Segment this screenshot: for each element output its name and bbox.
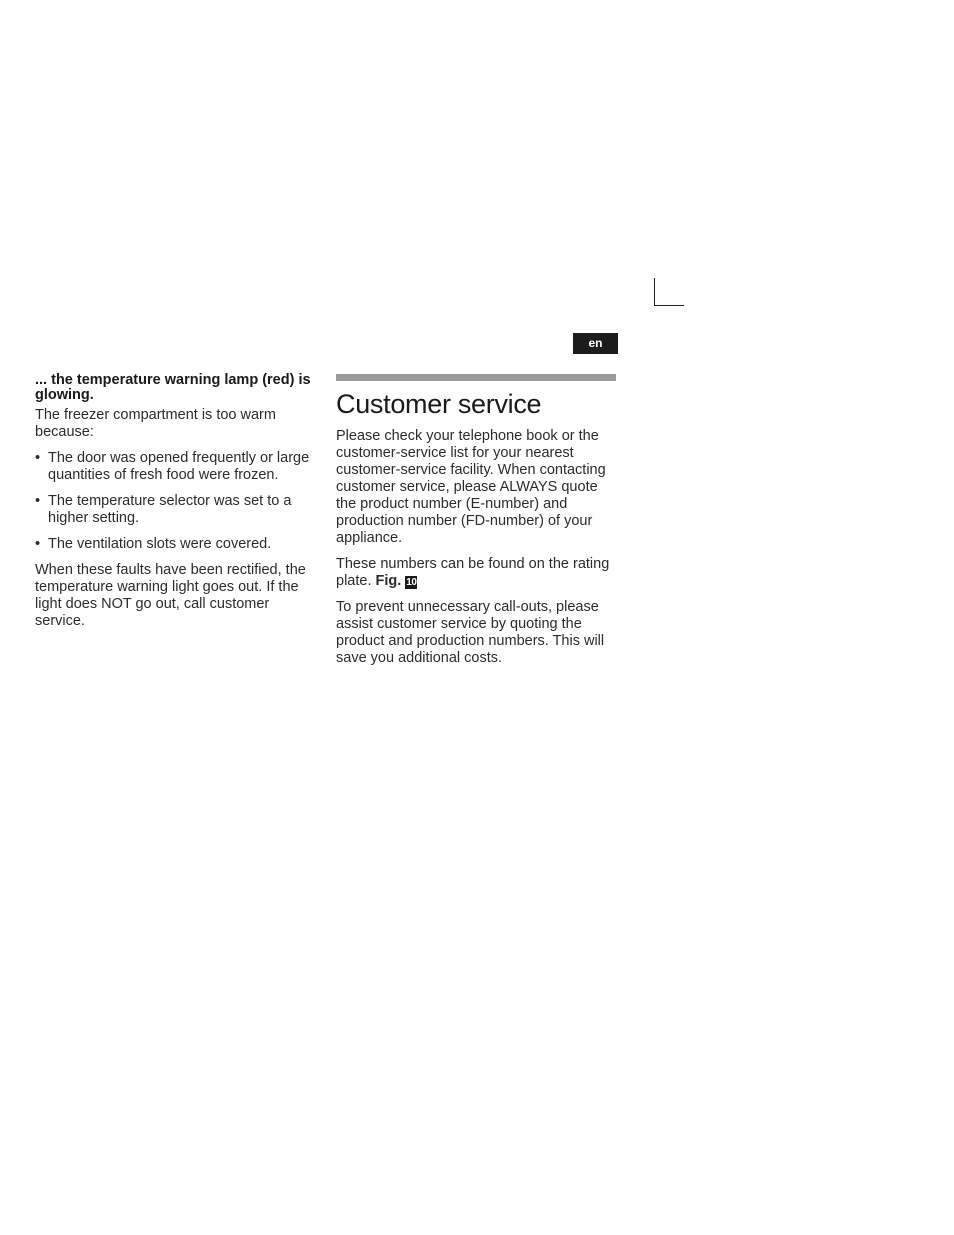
crop-mark-vertical	[654, 278, 655, 306]
paragraph-rating-plate	[336, 556, 618, 590]
section-divider-bar	[336, 374, 616, 381]
figure-number-badge: 10	[406, 577, 417, 588]
paragraph-contact: Please check your telephone book or the customer-service list for your nearest customer-service facility. When contacting customer service, please ALWAYS quote the product number (E-number) and production number (FD-number) of your appliance.	[336, 428, 606, 546]
cause-list	[35, 450, 319, 553]
bullet-icon: •	[35, 493, 41, 509]
list-item	[35, 450, 319, 484]
right-column	[336, 374, 618, 667]
list-item-text: The temperature selector was set to a higher setting.	[48, 493, 292, 526]
intro-text: The freezer compartment is too warm because:	[35, 407, 276, 440]
rating-plate-text: These numbers can be found on the rating plate.	[336, 556, 610, 589]
left-column	[35, 372, 319, 630]
bullet-icon: •	[35, 450, 41, 466]
list-item	[35, 493, 319, 527]
bullet-icon: •	[35, 536, 41, 552]
language-badge: en	[573, 333, 618, 354]
crop-mark-horizontal	[654, 305, 684, 306]
list-item	[35, 536, 319, 553]
paragraph-callouts: To prevent unnecessary call-outs, please assist customer service by quoting the product and production numbers. This will save you additional costs.	[336, 599, 605, 666]
list-item-text: The door was opened frequently or large quantities of fresh food were frozen.	[48, 450, 310, 483]
list-item-text: The ventilation slots were covered.	[48, 536, 272, 552]
closing-text: When these faults have been rectified, the temperature warning light goes out. If the light does NOT go out, call customer service.	[35, 562, 306, 629]
figure-reference-label: Fig.	[375, 573, 402, 589]
subheading-warning-lamp: ... the temperature warning lamp (red) is glowing.	[35, 372, 311, 403]
section-title: Customer service	[336, 389, 542, 419]
